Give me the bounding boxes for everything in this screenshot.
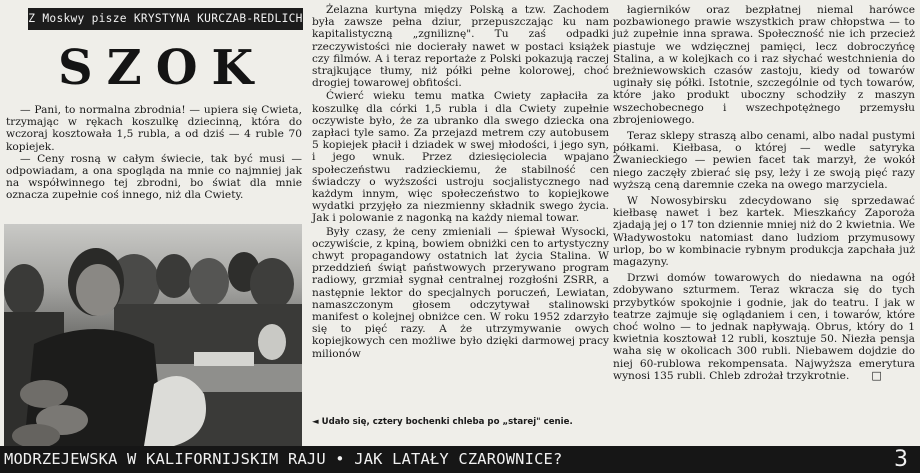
column-1 (0, 0, 306, 446)
body-paragraph: Teraz sklepy straszą albo cenami, albo nadal pustymi półkami. Kiełbasa, o której — wedle satyryka Żwanieckiego — pewien facet tak marzył, że wokół niego zaczęły zbierać się psy, leży i ze swoją pięć razy wyższą ceną daremnie czeka na owego marzyciela. (613, 130, 915, 191)
caption-arrow-icon: ◄ (312, 417, 322, 427)
body-paragraph: Ćwierć wieku temu matka Cwiety zapłaciła za koszulkę dla córki 1,5 rubla i dla Cwiety zupełnie oczywiste było, że za ubranko dla swego dziecka ona zapłaci tyle samo. Za przejazd metrem czy autobusem 5 kopiejek płacił i dziadek w swej młodości, i jego syn, i jego wnuk. Przez dziesięciolecia wpajano społeczeństwu radzieckiemu, że stabilność cen świadczy o wyższości ustroju socjalistycznego nad każdym innym, więc społeczeństwo to kopiejkowe wydatki przyjęło za niezmienny składnik swego życia. Jak i polowanie z nagonką na każdy niemal towar. (312, 90, 609, 225)
body-paragraph (613, 272, 915, 382)
lead-text (6, 104, 302, 202)
footer-bar (0, 446, 920, 473)
body-paragraph: Były czasy, że ceny zmieniali — śpiewał Wysocki, oczywiście, z kpiną, bowiem obniżki cen to artystyczny chwyt propagandowy ostatnich lat życia Stalina. W przeddzień świąt państwowych przerywano program radiowy, grzmiał sygnał centralnej rozgłośni ZSRR, a następnie lektor do specjalnych poruczeń, Lewiatan, namaszczonym głosem odczytywał stalinowski manifest o kolejnej obniżce cen. W roku 1952 zdarzyło się to pięć razy. A że utrzymywanie owych kopiejkowych cen możliwe było dzięki darmowej pracy milionów (312, 225, 609, 360)
footer-headline: MODRZEJEWSKA W KALIFORNIJSKIM RAJU • JAK LATAŁY CZAROWNICE? (4, 450, 563, 468)
body-paragraph: łagierników oraz bezpłatnej niemal harówce pozbawionego prawie wszystkich praw chłopstwa — to już zupełnie inna sprawa. Społeczność nie ich przecież piastuje we wdzięcznej pamięci, lecz dobroczyńcę Stalina, a w kolejkach co i raz słychać westchnienia do breżniewowskich czasów zastoju, kiedy od towarów uginały się półki. Istotnie, szczególnie od tych towarów, które jako produkt uboczny schodziły z maszyn wszechobecnego i wszechpotężnego przemysłu zbrojeniowego. (613, 4, 915, 126)
queue-photo (4, 224, 302, 446)
author-bar: Z Moskwy pisze KRYSTYNA KURCZAB-REDLICH (28, 8, 303, 30)
lead-paragraph: — Pani, to normalna zbrodnia! — upiera się Cwieta, trzymając w rękach koszulkę dziecinną, która do wczoraj kosztowała 1,5 rubla, a od dziś — 4 ruble 70 kopiejek. (6, 104, 302, 153)
caption-text: Udało się, cztery bochenki chleba po „starej" cenie. (321, 417, 573, 427)
column-2 (312, 4, 609, 442)
body-paragraph: Żelazna kurtyna między Polską a tzw. Zachodem była zawsze pełna dziur, przepuszczając ku nam kapitalistyczną „zgniliznę". Tu zaś odpadki rzeczywistości nie docierały nawet w postaci książek czy filmów. A i teraz reportaże z Polski pokazują raczej strajkujące tłumy, niż półki pełne kolorowej, choć drogiej towarowej obfitości. (312, 4, 609, 90)
body-paragraph-text: Drzwi domów towarowych do niedawna na ogół zdobywano szturmem. Teraz wkracza się do tych przybytków spokojnie i godnie, jak do teatru. I jak w teatrze zajmuje się oglądaniem i cen, i towarów, które choć wolno — to jednak napływają. Obrus, który do 1 kwietnia kosztował 12 rubli, kosztuje 50. Niezła pensja waha się w okolicach 300 rubli. Niebawem dojdzie do niej 60-rublowa rekompensata. Najwyższa emerytura wynosi 135 rubli. Chleb zdrożał trzykrotnie. (613, 272, 915, 382)
page-number: 3 (894, 447, 908, 472)
column-3 (613, 4, 915, 442)
photo-caption (312, 417, 609, 428)
body-paragraph: W Nowosybirsku zdecydowano się sprzedawać kiełbasę nawet i bez kartek. Mieszkańcy Zaporoża zjadają jej o 17 ton dziennie mniej niż do 2 kwietnia. We Władywostoku natomiast dano ludziom przymusowy urlop, bo w kombinacie rybnym produkcja zapchała już magazyny. (613, 195, 915, 269)
queue-photo-illustration (4, 224, 302, 446)
lead-paragraph: — Ceny rosną w całym świecie, tak być musi — odpowiadam, a ona spogląda na mnie co najmniej jak na współwinnego tej zbrodni, bo świat dla mnie oznacza zupełnie coś innego, niż dla Cwiety. (6, 152, 302, 202)
end-mark-icon: □ (871, 368, 882, 382)
article-title: SZOK (58, 40, 268, 96)
